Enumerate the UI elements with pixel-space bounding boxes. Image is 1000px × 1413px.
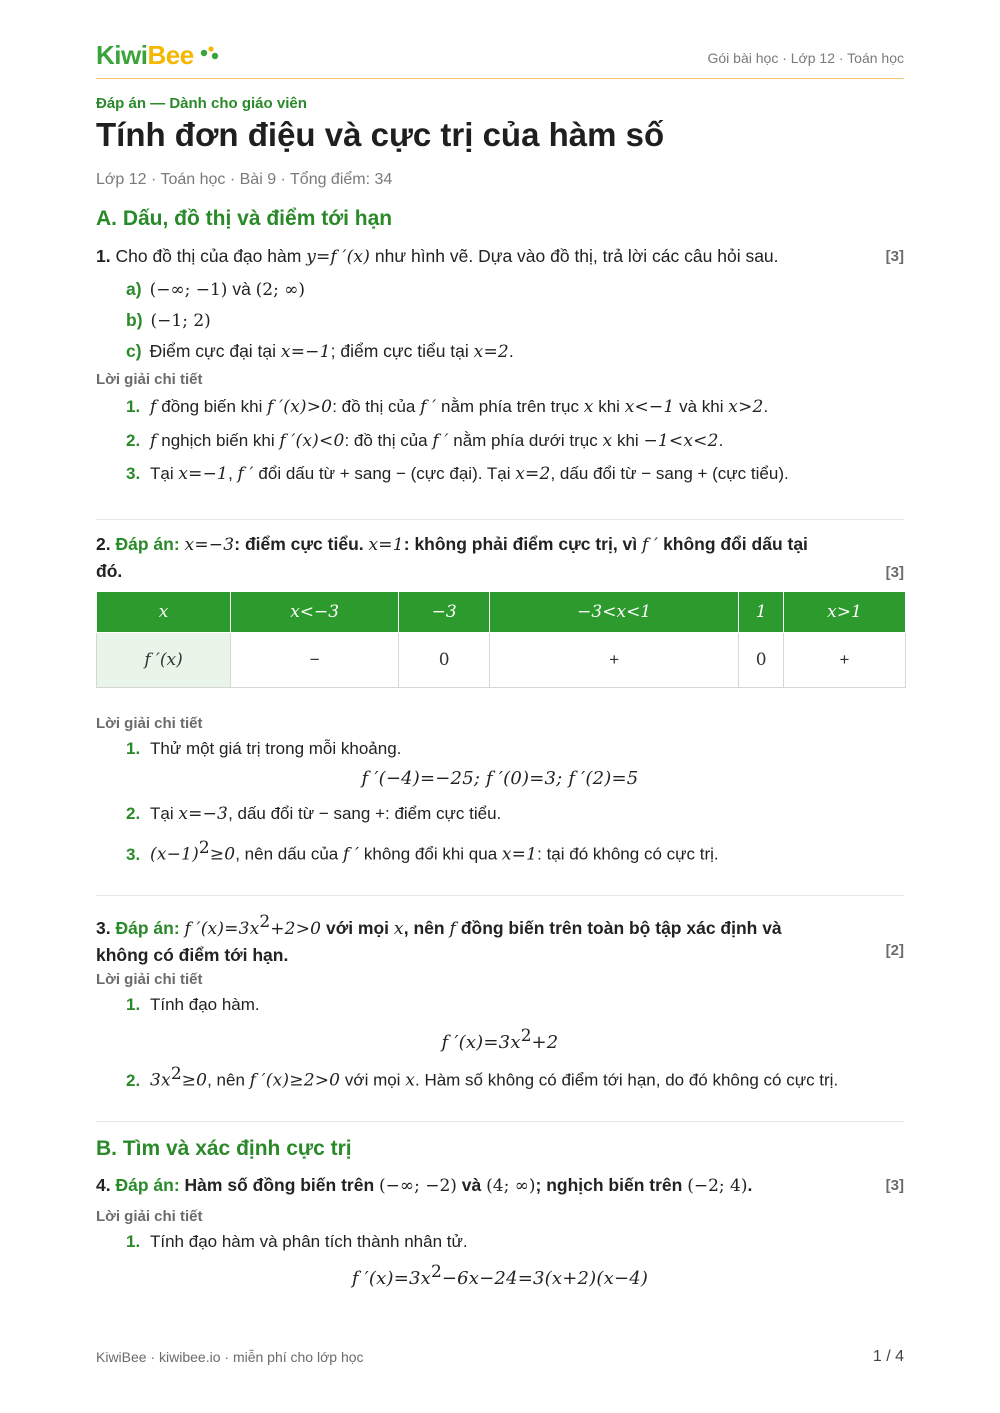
step-text: khi xyxy=(616,431,639,450)
table-header-cell: x<−3 xyxy=(231,592,399,633)
math-superscript: 2 xyxy=(198,838,210,858)
math-expression: x=1 xyxy=(501,844,538,865)
table-cell: + xyxy=(490,633,739,688)
math-superscript: 2 xyxy=(520,1026,532,1046)
step-number: 1. xyxy=(126,1232,141,1251)
table-header-cell: x xyxy=(97,592,231,633)
solution-heading: Lời giải chi tiết xyxy=(96,971,203,988)
step-text: . xyxy=(763,397,769,416)
section-b-heading: B. Tìm và xác định cực trị xyxy=(96,1137,352,1160)
answer-label: a) xyxy=(126,279,142,299)
bee-dots-icon xyxy=(200,44,220,62)
step-text: đồng biến khi xyxy=(161,397,263,416)
answer-text: : điểm cực tiểu. xyxy=(234,534,364,554)
step-text: , xyxy=(228,464,233,483)
question-number: 3. xyxy=(96,917,111,938)
solution-step xyxy=(126,804,501,824)
answer-text: đồng biến trên toàn bộ tập xác định và xyxy=(460,917,782,938)
step-text: với mọi xyxy=(344,1070,401,1090)
answer-text: và xyxy=(232,279,251,299)
math-expression: f ′ xyxy=(237,464,254,484)
step-text: nằm phía trên trục xyxy=(440,397,579,416)
question-1 xyxy=(96,243,904,270)
math-expression: +2>0 xyxy=(270,918,322,939)
question-text: như hình vẽ. Dựa vào đồ thị, trả lời các câu hỏi sau. xyxy=(374,246,779,266)
math-expression: x xyxy=(602,431,613,451)
table-header-cell: 1 xyxy=(739,592,784,633)
step-number: 1. xyxy=(126,397,141,416)
answer-key-kicker: Đáp án — Dành cho giáo viên xyxy=(96,95,307,112)
display-equation xyxy=(96,768,904,789)
question-number: 1. xyxy=(96,246,111,266)
math-expression: f ′(x)=3x xyxy=(184,918,260,939)
table-header-cell: −3<x<1 xyxy=(490,592,739,633)
solution-step xyxy=(126,1232,468,1252)
answer-text: , nên xyxy=(403,917,445,938)
math-expression: (x−1) xyxy=(150,844,199,865)
math-expression: f ′(x)=3x xyxy=(351,1268,432,1289)
answer-label: Đáp án: xyxy=(115,917,180,938)
math-expression: x=−1 xyxy=(178,464,229,484)
step-text: : tại đó không có cực trị. xyxy=(537,844,719,864)
math-superscript: 2 xyxy=(170,1064,182,1084)
answer-label: c) xyxy=(126,341,142,361)
math-expression: f ′ xyxy=(342,844,360,865)
step-text: , dấu đổi từ − sang +: điểm cực tiểu. xyxy=(228,804,502,823)
step-number: 3. xyxy=(126,844,141,864)
answer-label: Đáp án: xyxy=(115,1175,180,1195)
answer-text: không có điểm tới hạn. xyxy=(96,944,289,965)
math-superscript: 2 xyxy=(431,1262,442,1282)
step-text: và khi xyxy=(679,397,724,416)
sign-table-header xyxy=(97,592,906,633)
step-text: Tại xyxy=(150,464,174,483)
answer-text: ; nghịch biến trên xyxy=(535,1175,683,1195)
page-number: 1 / 4 xyxy=(872,1348,904,1365)
math-expression: f xyxy=(150,431,157,451)
answer-text: Điểm cực đại tại xyxy=(149,341,277,361)
solution-step xyxy=(126,838,719,865)
step-text: , nên xyxy=(207,1070,245,1090)
answer-text: Hàm số đồng biến trên xyxy=(184,1175,375,1195)
step-text: . xyxy=(718,431,724,450)
page-title: Tính đơn điệu và cực trị của hàm số xyxy=(96,116,665,153)
question-3 xyxy=(96,909,904,968)
math-expression: x=−3 xyxy=(184,535,235,555)
step-text: Thử một giá trị trong mỗi khoảng. xyxy=(150,739,402,758)
math-expression: x=−3 xyxy=(178,804,229,824)
solution-step xyxy=(126,431,723,451)
answer-label: Đáp án: xyxy=(115,534,180,554)
math-expression: f ′ xyxy=(420,397,437,417)
solution-step xyxy=(126,464,789,484)
math-expression: −1<x<2 xyxy=(643,431,719,451)
step-text: không đổi khi qua xyxy=(363,844,498,864)
math-expression: +2 xyxy=(531,1032,559,1053)
step-number: 1. xyxy=(126,995,141,1014)
display-equation xyxy=(96,1262,904,1289)
page-header xyxy=(96,38,904,79)
step-text: . Hàm số không có điểm tới hạn, do đó không có cực trị. xyxy=(415,1070,839,1090)
answer-text: với mọi xyxy=(326,917,390,938)
question-text: Cho đồ thị của đạo hàm xyxy=(115,246,302,266)
section-a-heading: A. Dấu, đồ thị và điểm tới hạn xyxy=(96,207,393,230)
solution-step xyxy=(126,739,401,759)
math-expression: f ′ xyxy=(432,431,449,451)
breadcrumb: Gói bài học · Lớp 12 · Toán học xyxy=(707,50,904,66)
step-text: nghịch biến khi xyxy=(161,431,275,450)
step-text: Tại xyxy=(150,804,174,823)
solution-step xyxy=(126,397,768,417)
table-cell: 0 xyxy=(399,633,490,688)
answer-b xyxy=(126,310,211,331)
step-text: đổi dấu từ + sang − (cực đại). Tại xyxy=(258,464,511,483)
math-expression: x<−1 xyxy=(624,397,675,417)
math-expression: (−2; 4) xyxy=(687,1176,748,1196)
math-expression: −6x−24=3(x+2)(x−4) xyxy=(441,1268,649,1289)
display-equation xyxy=(96,1026,904,1053)
math-expression: f ′(x)=3x xyxy=(441,1032,521,1053)
answer-c xyxy=(126,341,514,362)
table-cell: + xyxy=(784,633,906,688)
answer-text: : không phải điểm cực trị, vì xyxy=(403,534,638,554)
logo-kiwi-text: Kiwi xyxy=(96,40,148,70)
step-text: Tính đạo hàm và phân tích thành nhân tử. xyxy=(150,1232,468,1251)
math-expression: x=2 xyxy=(515,464,551,484)
kiwibee-logo[interactable] xyxy=(96,40,194,71)
math-expression: f ′(x)>0 xyxy=(267,397,333,417)
math-expression: f xyxy=(150,397,157,417)
math-superscript: 2 xyxy=(259,912,271,932)
answer-label: b) xyxy=(126,310,143,330)
math-expression: ≥0 xyxy=(209,844,236,865)
table-cell: 0 xyxy=(739,633,784,688)
divider xyxy=(96,895,904,896)
math-expression: 3x xyxy=(150,1070,171,1091)
math-expression: x=2 xyxy=(473,342,509,362)
table-header-cell: −3 xyxy=(399,592,490,633)
solution-step xyxy=(126,995,260,1015)
points-badge: [3] xyxy=(885,1177,904,1194)
divider xyxy=(96,1121,904,1122)
math-expression: x=−1 xyxy=(280,342,331,362)
math-expression: x xyxy=(405,1070,415,1091)
answer-text: và xyxy=(461,1175,482,1195)
lesson-meta: Lớp 12 · Toán học · Bài 9 · Tổng điểm: 34 xyxy=(96,171,393,188)
solution-heading: Lời giải chi tiết xyxy=(96,371,203,388)
step-text: : đồ thị của xyxy=(344,431,428,450)
answer-text: . xyxy=(747,1175,753,1195)
sign-table xyxy=(96,591,906,688)
answer-text: ; điểm cực tiểu tại xyxy=(330,341,469,361)
step-number: 2. xyxy=(126,1070,141,1090)
answer-text: . xyxy=(508,341,514,361)
math-expression: x xyxy=(583,397,594,417)
step-text: Tính đạo hàm. xyxy=(150,995,260,1014)
question-4 xyxy=(96,1172,904,1199)
math-expression: f ′ xyxy=(642,535,659,555)
step-text: khi xyxy=(598,397,620,416)
table-row-header: f ′(x) xyxy=(97,633,231,688)
answer-text: đó. xyxy=(96,561,123,581)
solution-heading: Lời giải chi tiết xyxy=(96,715,203,732)
question-2 xyxy=(96,531,904,584)
table-header-cell: x>1 xyxy=(784,592,906,633)
points-badge: [2] xyxy=(885,942,904,959)
solution-step xyxy=(126,1064,838,1091)
step-text: nằm phía dưới trục xyxy=(453,431,598,450)
step-number: 3. xyxy=(126,464,141,483)
step-number: 1. xyxy=(126,739,141,758)
math-expression: (−∞; −2) xyxy=(379,1176,457,1196)
math-expression: y=f ′(x) xyxy=(306,247,371,267)
math-expression: x xyxy=(393,918,404,939)
step-number: 2. xyxy=(126,431,141,450)
math-expression: (2; ∞) xyxy=(255,280,306,300)
points-badge: [3] xyxy=(885,248,904,265)
points-badge: [3] xyxy=(885,564,904,581)
math-expression: f ′(x)≥2>0 xyxy=(249,1070,341,1091)
step-text: : đồ thị của xyxy=(332,397,416,416)
answer-text: không đổi dấu tại xyxy=(663,534,808,554)
divider xyxy=(96,519,904,520)
footer-text: KiwiBee · kiwibee.io · miễn phí cho lớp học xyxy=(96,1349,364,1365)
step-number: 2. xyxy=(126,804,141,823)
question-number: 2. xyxy=(96,534,111,554)
math-expression: f xyxy=(449,918,456,939)
math-expression: f ′(−4)=−25; f ′(0)=3; f ′(2)=5 xyxy=(361,768,639,789)
answer-a xyxy=(126,279,305,300)
step-text: , dấu đổi từ − sang + (cực tiểu). xyxy=(550,464,789,483)
table-cell: − xyxy=(231,633,399,688)
math-expression: (−1; 2) xyxy=(150,311,211,331)
math-expression: x>2 xyxy=(728,397,764,417)
table-row xyxy=(97,633,906,688)
math-expression: ≥0 xyxy=(181,1070,208,1091)
math-expression: (−∞; −1) xyxy=(149,280,228,300)
math-expression: (4; ∞) xyxy=(486,1176,536,1196)
logo-bee-text: Bee xyxy=(147,40,194,70)
step-text: , nên dấu của xyxy=(235,844,339,864)
math-expression: x=1 xyxy=(368,535,404,555)
solution-heading: Lời giải chi tiết xyxy=(96,1208,203,1225)
question-number: 4. xyxy=(96,1175,111,1195)
math-expression: f ′(x)<0 xyxy=(279,431,345,451)
